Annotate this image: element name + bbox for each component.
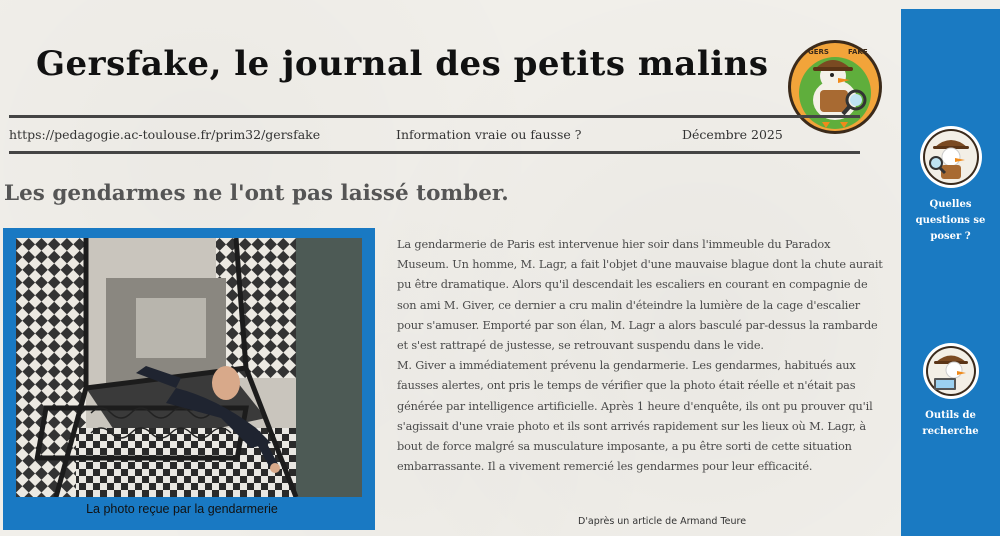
staircase-photo-icon [16,238,362,497]
article-photo [16,238,362,497]
masthead-date: Décembre 2025 [682,127,783,142]
sidebar-item-tools[interactable] [901,342,1000,440]
masthead-tagline: Information vraie ou fausse ? [396,127,582,142]
gersfake-logo [786,38,884,136]
article-paragraph: M. Giver a immédiatement prévenu la gendarmerie. Les gendarmes, habitués aux fausses alertes, ont pris le temps de vérifier que la photo était réelle et n'était pas générée par intelligence artificielle. Après 1 heure d'enquête, ils ont pu prouver qu'il s'agissait d'une vraie photo et ils sont arrivés rapidement sur les lieux où M. Lagr, à bout de force malgré sa musculature imposante, a pu être sorti de cette situation embarrassante. Il a vivement remercié les gendarmes pour leur efficacité. [397,359,873,474]
photo-caption: La photo reçue par la gendarmerie [3,499,361,519]
masthead-infobar [9,127,809,145]
sidebar-item-label: Quelles questions se poser ? [915,199,986,242]
photo-figure [3,228,375,530]
detective-duck-icon [786,38,884,136]
sidebar-item-label: Outils de recherche [922,410,979,437]
sidebar-item-questions[interactable] [901,125,1000,245]
logo-text-right: FAKE [848,48,868,56]
logo-text-left: GERS [808,48,829,56]
sidebar [901,9,1000,536]
masthead-rule-top [9,115,860,118]
detective-duck-magnifier-icon [919,125,983,189]
article-paragraph: La gendarmerie de Paris est intervenue hier soir dans l'immeuble du Paradox Museum. Un homme, M. Lagr, a fait l'objet d'une mauvaise blague dont la chute aurait pu être dramatique. Alors qu'il descendait les escaliers en courant en compagnie de son ami M. Giver, ce dernier a cru malin d'éteindre la lumière de la cage d'escalier pour s'amuser. Emporté par son élan, M. Lagr a alors basculé par-dessus la rambarde et s'est rattrapé de justesse, se retrouvant suspendu dans le vide. [397,238,883,353]
masthead-rule-bottom [9,151,860,154]
article-byline: D'après un article de Armand Teure [578,516,747,527]
article-headline: Les gendarmes ne l'ont pas laissé tomber. [4,181,509,206]
masthead-url[interactable]: https://pedagogie.ac-toulouse.fr/prim32/gersfake [9,127,321,142]
article-body [397,235,883,477]
masthead-title: Gersfake, le journal des petits malins [36,44,769,84]
detective-duck-laptop-icon [922,342,980,400]
